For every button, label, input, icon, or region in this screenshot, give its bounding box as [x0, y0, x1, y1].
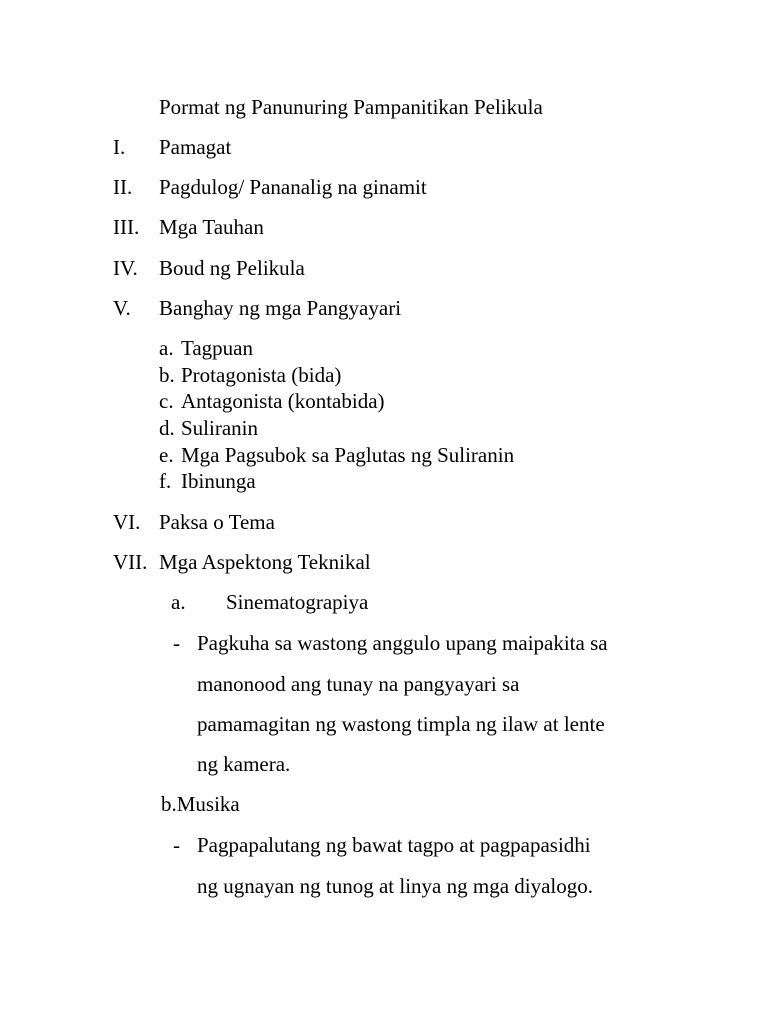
- section-label: Paksa o Tema: [159, 510, 275, 534]
- section-number: III.: [113, 215, 140, 239]
- section-number: II.: [113, 175, 133, 199]
- section-number: VII.: [113, 550, 148, 574]
- subitem-label: Protagonista (bida): [181, 363, 342, 387]
- subitem-letter: f.: [159, 469, 172, 493]
- teknikal-a-desc-line: manonood ang tunay na pangyayari sa: [197, 672, 520, 696]
- subitem-letter: b.: [159, 363, 175, 387]
- teknikal-b-label: b.Musika: [161, 792, 240, 816]
- teknikal-a-desc-line: ng kamera.: [197, 752, 291, 776]
- subitem-letter: a.: [159, 336, 174, 360]
- teknikal-a-letter: a.: [171, 590, 186, 614]
- subitem-letter: e.: [159, 443, 174, 467]
- teknikal-b-desc-line: Pagpapalutang ng bawat tagpo at pagpapasidhi: [197, 833, 591, 857]
- section-label: Pamagat: [159, 135, 232, 159]
- subitem-label: Ibinunga: [181, 469, 256, 493]
- subitem-letter: c.: [159, 389, 174, 413]
- section-label: Mga Tauhan: [159, 215, 264, 239]
- section-number: VI.: [113, 510, 141, 534]
- subitem-letter: d.: [159, 416, 175, 440]
- section-label: Mga Aspektong Teknikal: [159, 550, 371, 574]
- teknikal-b-desc-line: ng ugnayan ng tunog at linya ng mga diyalogo.: [197, 874, 594, 898]
- teknikal-b-dash: -: [173, 833, 180, 857]
- section-number: IV.: [113, 256, 138, 280]
- section-number: I.: [113, 135, 126, 159]
- section-label: Banghay ng mga Pangyayari: [159, 296, 402, 320]
- teknikal-a-dash: -: [173, 631, 180, 655]
- teknikal-a-desc-line: pamamagitan ng wastong timpla ng ilaw at lente: [197, 712, 605, 736]
- section-number: V.: [113, 296, 131, 320]
- teknikal-a-desc-line: Pagkuha sa wastong anggulo upang maipakita sa: [197, 631, 608, 655]
- section-label: Pagdulog/ Pananalig na ginamit: [159, 175, 427, 199]
- subitem-label: Mga Pagsubok sa Paglutas ng Suliranin: [181, 443, 515, 467]
- subitem-label: Antagonista (kontabida): [181, 389, 385, 413]
- subitem-label: Tagpuan: [181, 336, 254, 360]
- document-title: Pormat ng Panunuring Pampanitikan Pelikula: [159, 95, 543, 119]
- subitem-label: Suliranin: [181, 416, 258, 440]
- section-label: Boud ng Pelikula: [159, 256, 305, 280]
- teknikal-a-label: Sinematograpiya: [226, 590, 369, 614]
